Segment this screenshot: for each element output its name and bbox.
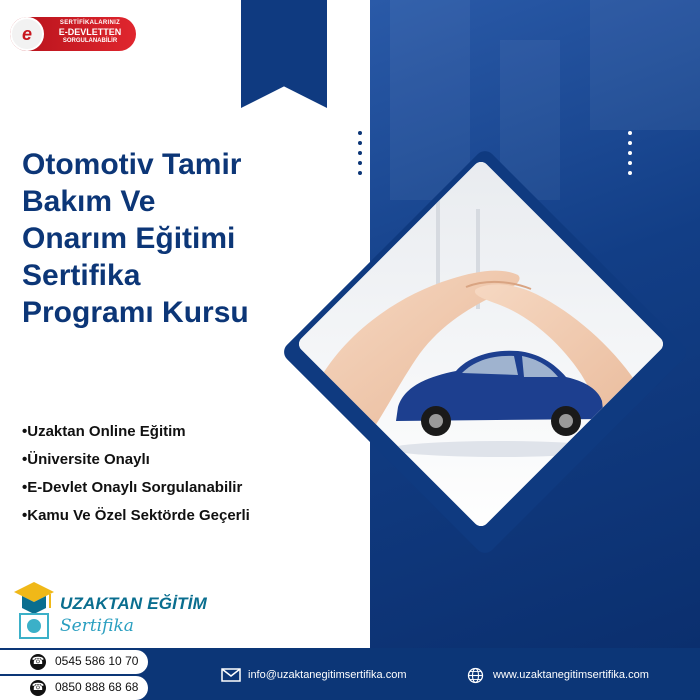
badge-line-2: E-DEVLETTEN (58, 27, 122, 37)
feature-item: •Kamu Ve Özel Sektörde Geçerli (22, 507, 250, 524)
dots-decoration-left (357, 131, 363, 181)
badge-line-1: SERTİFİKALARINIZ (59, 20, 121, 26)
title-line: Onarım Eğitimi (22, 222, 236, 255)
badge-text (46, 20, 134, 44)
feature-item: •E-Devlet Onaylı Sorgulanabilir (22, 479, 243, 496)
page-title (22, 146, 322, 331)
website-link[interactable]: www.uzaktanegitimsertifika.com (493, 669, 649, 681)
graduation-cap-icon (10, 578, 58, 640)
title-line: Programı Kursu (22, 296, 249, 329)
globe-icon (467, 667, 484, 684)
title-line: Sertifika (22, 259, 141, 292)
dots-decoration-right (627, 131, 633, 181)
phone-icon: ☎ (30, 654, 46, 670)
brand-logo (10, 578, 207, 644)
badge-line-3: SORGULANABİLİR (62, 38, 118, 44)
phone-1: 0545 586 10 70 (55, 654, 139, 668)
title-line: Otomotiv Tamir (22, 148, 242, 181)
phone-2: 0850 888 68 68 (55, 680, 139, 694)
logo-text-line2: Sertifika (60, 616, 134, 636)
email-link[interactable]: info@uzaktanegitimsertifika.com (248, 669, 407, 681)
phone-icon: ☎ (30, 680, 46, 696)
phone-1-pill (0, 650, 148, 674)
feature-list (22, 420, 250, 532)
edevlet-logo-icon: e (10, 17, 44, 51)
feature-item: •Uzaktan Online Eğitim (22, 423, 186, 440)
edevlet-badge (10, 17, 136, 51)
phone-2-pill (0, 676, 148, 700)
logo-text-line1: UZAKTAN EĞİTİM (60, 594, 207, 613)
feature-item: •Üniversite Onaylı (22, 451, 150, 468)
mail-icon (221, 668, 241, 682)
title-line: Bakım Ve (22, 185, 156, 218)
ribbon-decoration (241, 0, 327, 108)
